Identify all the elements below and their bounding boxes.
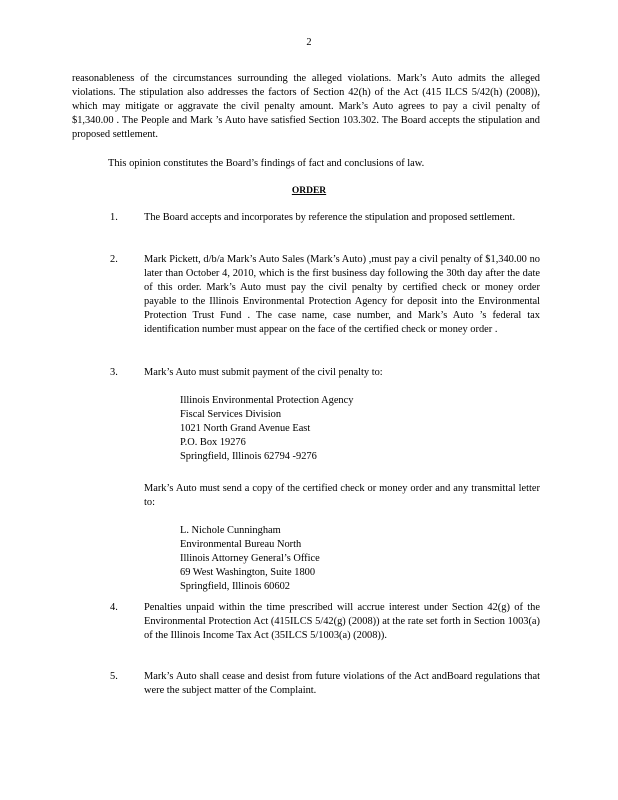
copy-instruction: Mark’s Auto must send a copy of the certified check or money order and any transmittal letter to: xyxy=(144,483,540,508)
address-line: 69 West Washington, Suite 1800 xyxy=(180,567,316,578)
order-item-4 xyxy=(72,601,540,643)
address-line: Environmental Bureau North xyxy=(180,539,302,550)
item-number: 2. xyxy=(110,254,118,265)
findings-paragraph: This opinion constitutes the Board’s findings of fact and conclusions of law. xyxy=(108,158,425,169)
address-line: Illinois Attorney General’s Office xyxy=(180,553,320,564)
address-line: Springfield, Illinois 62794 -9276 xyxy=(180,451,317,462)
item-text: Penalties unpaid within the time prescribed will accrue interest under Section 42(g) of the Environmental Protection Act (415ILCS 5/42(g) (2008)) at the rate set forth in Section 1003(a) of the Illinois Income Tax Act (35ILCS 5/1003(a) (2008)). xyxy=(144,602,540,641)
item-text: The Board accepts and incorporates by reference the stipulation and proposed settlement. xyxy=(144,212,516,223)
address-line: 1021 North Grand Avenue East xyxy=(180,423,311,434)
item-number: 3. xyxy=(110,367,118,378)
address-line: Fiscal Services Division xyxy=(180,409,282,420)
item-text: Mark’s Auto shall cease and desist from future violations of the Act andBoard regulations that were the subject matter of the Complaint. xyxy=(144,671,540,696)
order-item-1 xyxy=(72,211,540,225)
order-heading xyxy=(0,184,618,198)
item-number: 1. xyxy=(110,212,118,223)
order-heading-text: ORDER xyxy=(291,186,327,196)
address-block-agency xyxy=(180,394,540,464)
item-text: Mark Pickett, d/b/a Mark’s Auto Sales (Mark’s Auto) ,must pay a civil penalty of $1,340.00 no later than October 4, 2010, which is the first business day following the 30th day after the date of this order. Mark’s Auto must pay the civil penalty by certified check or money order payable to the Illinois Environmental Protection Agency for deposit into the Environmental Protection Trust Fund . The case name, case number, and Mark’s Auto ’s federal tax identification number must appear on the face of the certified check or money order . xyxy=(144,254,540,335)
intro-paragraph: reasonableness of the circumstances surrounding the alleged violations. Mark’s Auto admits the alleged violations. The stipulation also addresses the factors of Section 42(h) of the Act (415 ILCS 5/42(h) (2008)), which may mitigate or aggravate the civil penalty amount. Mark’s Auto agrees to pay a civil penalty of $1,340.00 . The People and Mark ’s Auto have satisfied Section 103.302. The Board accepts the stipulation and proposed settlement. xyxy=(72,73,540,140)
item-text: Mark’s Auto must submit payment of the civil penalty to: xyxy=(144,367,383,378)
order-item-5 xyxy=(72,670,540,698)
address-line: P.O. Box 19276 xyxy=(180,437,246,448)
page-number: 2 xyxy=(306,37,312,48)
order-item-3 xyxy=(72,366,540,594)
address-line: Springfield, Illinois 60602 xyxy=(180,581,290,592)
address-line: L. Nichole Cunningham xyxy=(180,525,281,536)
order-item-2 xyxy=(72,253,540,337)
item-number: 4. xyxy=(110,602,118,613)
item-number: 5. xyxy=(110,671,118,682)
address-line: Illinois Environmental Protection Agency xyxy=(180,395,354,406)
address-block-attorney xyxy=(180,524,540,594)
